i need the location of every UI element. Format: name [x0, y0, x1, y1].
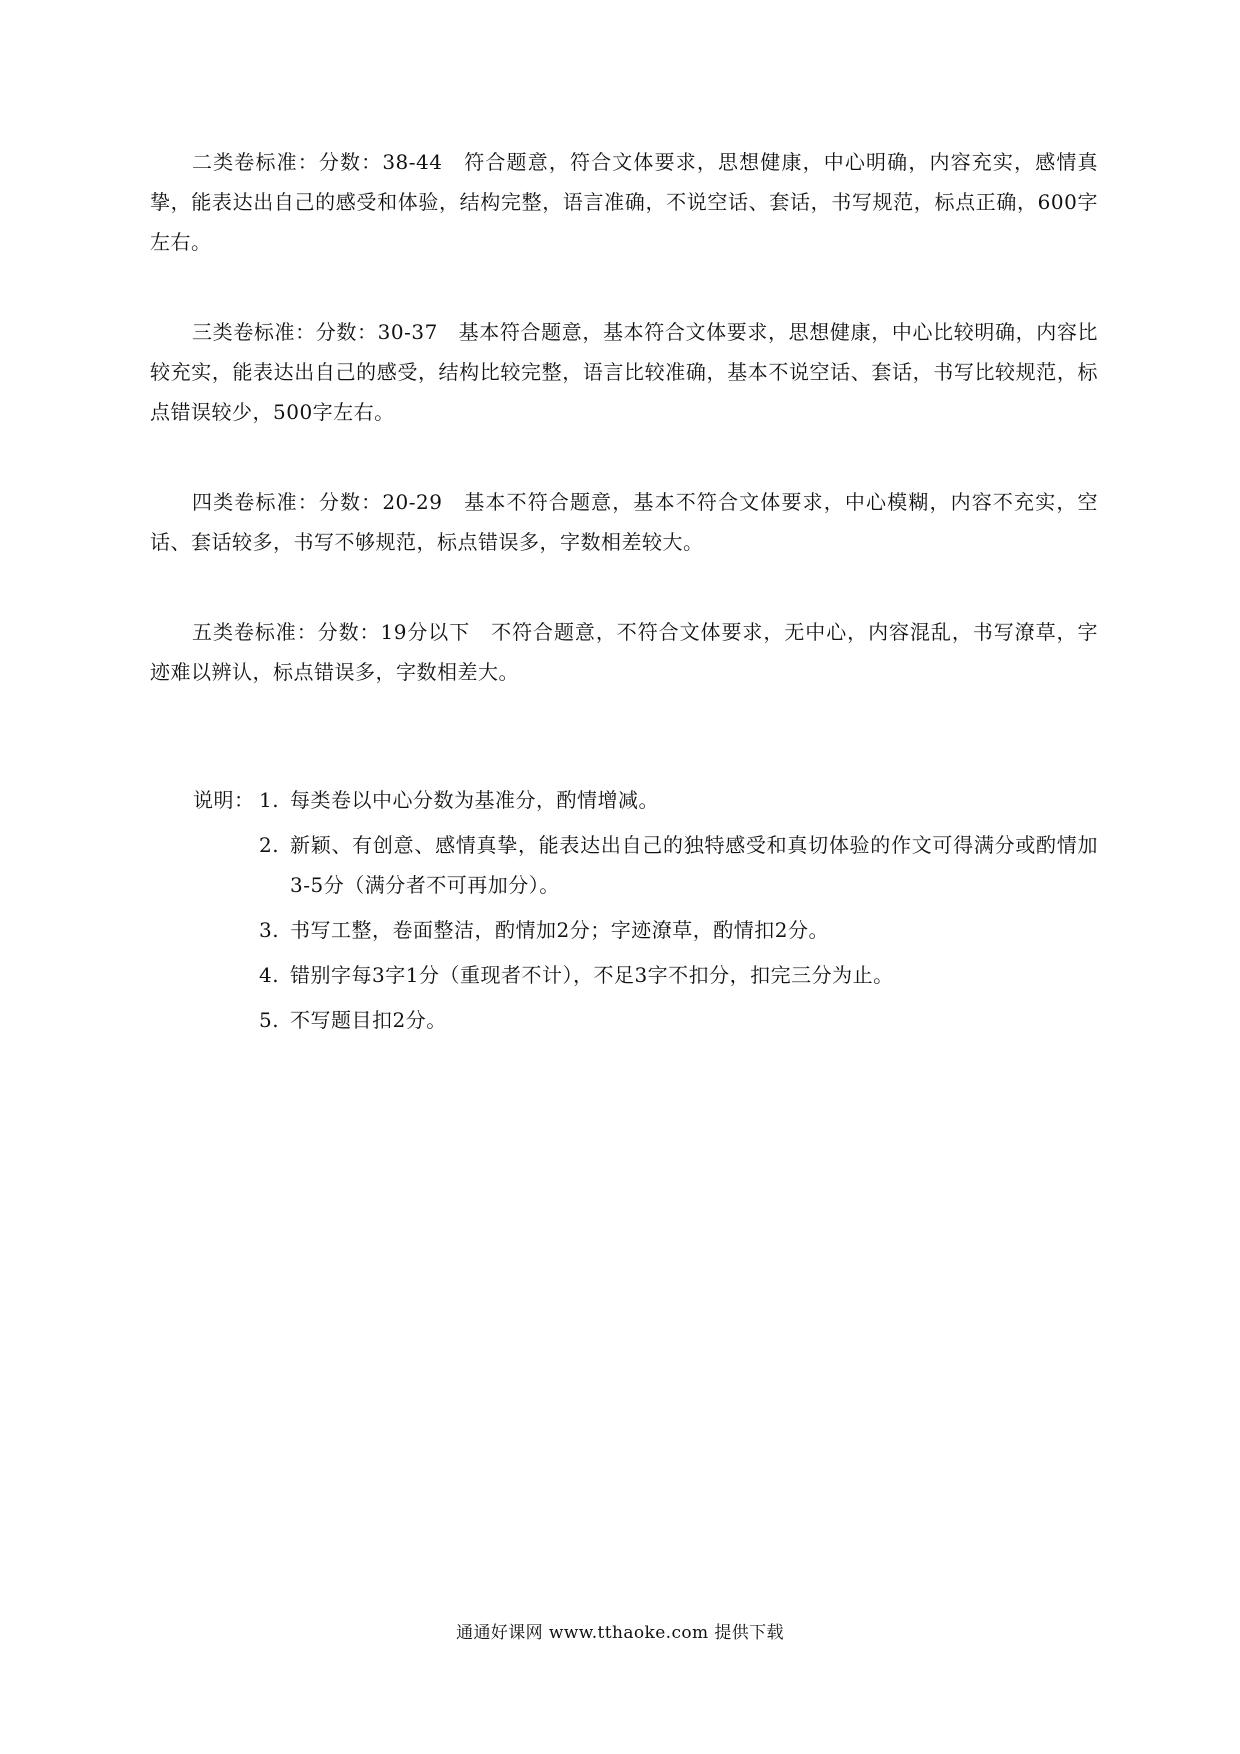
- note-number: 4.: [259, 963, 280, 987]
- notes-label: 说明：: [193, 788, 255, 812]
- grade-3-criteria: 三类卷标准：分数：30-37 基本符合题意，基本符合文体要求，思想健康，中心比较明确，内容比较充实，能表达出自己的感受，结构比较完整，语言比较准确，基本不说空话、套话，书写比较规范，标点错误较少，500字左右。: [150, 320, 1098, 424]
- note-item: [193, 825, 1098, 905]
- page-footer: 通通好课网 www.tthaoke.com 提供下载: [456, 1623, 784, 1643]
- grade-4-criteria: 四类卷标准：分数：20-29 基本不符合题意，基本不符合文体要求，中心模糊，内容不充实，空话、套话较多，书写不够规范，标点错误多，字数相差较大。: [150, 490, 1098, 554]
- note-text: 书写工整，卷面整洁，酌情加2分；字迹潦草，酌情扣2分。: [290, 918, 829, 942]
- note-item: [193, 780, 1098, 820]
- note-number: 2.: [259, 833, 280, 857]
- grade-2-criteria: 二类卷标准：分数：38-44 符合题意，符合文体要求，思想健康，中心明确，内容充实，感情真挚，能表达出自己的感受和体验，结构完整，语言准确，不说空话、套话，书写规范，标点正确，600字左右。: [150, 150, 1098, 254]
- note-number: 1.: [259, 788, 280, 812]
- note-item: [193, 1000, 1098, 1040]
- note-text: 错别字每3字1分（重现者不计），不足3字不扣分，扣完三分为止。: [290, 963, 894, 987]
- note-text: 不写题目扣2分。: [290, 1008, 447, 1032]
- note-text: 每类卷以中心分数为基准分，酌情增减。: [290, 788, 659, 812]
- note-text: 新颖、有创意、感情真挚，能表达出自己的独特感受和真切体验的作文可得满分或酌情加3-5分（满分者不可再加分）。: [290, 833, 1098, 897]
- note-item: [193, 910, 1098, 950]
- grade-5-criteria: 五类卷标准：分数：19分以下 不符合题意，不符合文体要求，无中心，内容混乱，书写潦草，字迹难以辨认，标点错误多，字数相差大。: [150, 620, 1098, 684]
- notes-section: [193, 780, 1098, 1045]
- note-number: 3.: [259, 918, 280, 942]
- note-item: [193, 955, 1098, 995]
- note-number: 5.: [259, 1008, 280, 1032]
